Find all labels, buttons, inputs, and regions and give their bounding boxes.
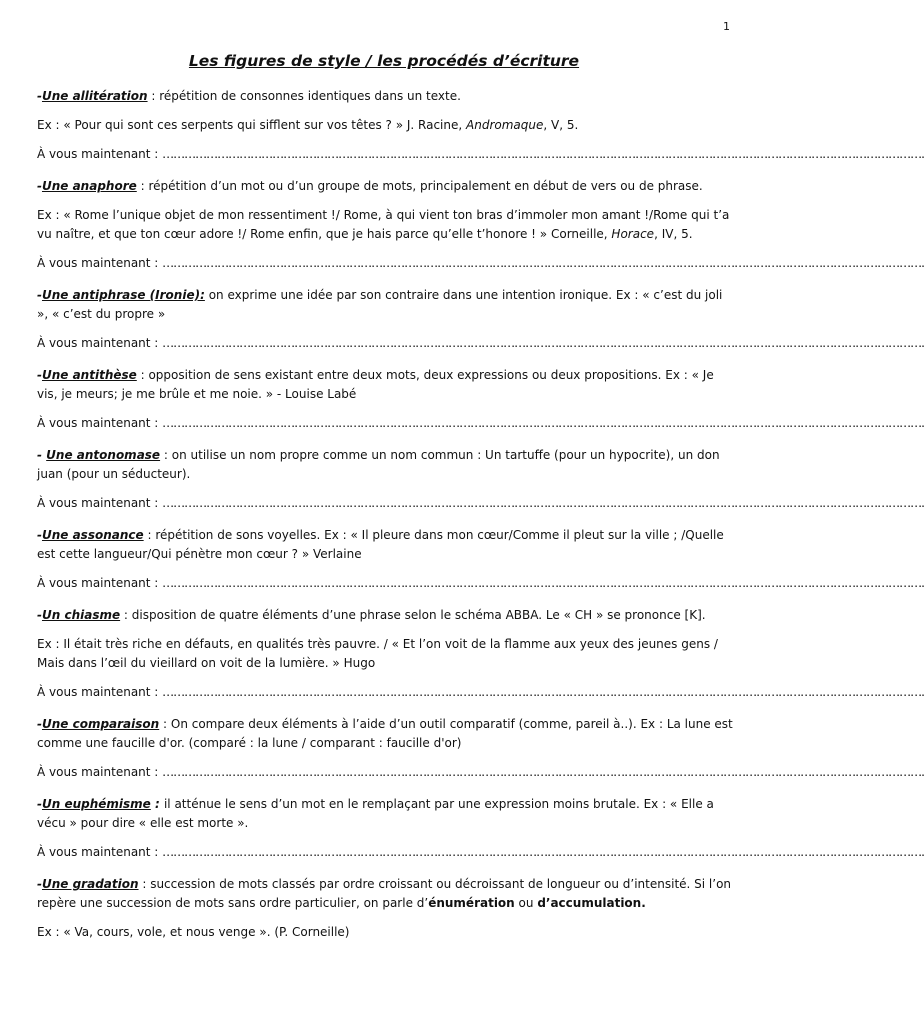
- example-anaphore: [37, 206, 737, 244]
- answer-blank: ……………………………………………………………………………………………………………………………………………………………………………………….: [162, 576, 924, 590]
- practice-label: À vous maintenant :: [37, 765, 163, 779]
- practice-label: À vous maintenant :: [37, 147, 163, 161]
- practice-label: À vous maintenant :: [37, 845, 163, 859]
- term-assonance: Une assonance: [41, 528, 144, 542]
- definition-text: on utilise un nom propre comme un nom commun : Un tartuffe (pour un hypocrite), un don juan (pour un séducteur).: [37, 448, 720, 481]
- definition-text: il atténue le sens d’un mot en le remplaçant par une expression moins brutale. Ex : « Elle a vécu » pour dire « elle est morte ».: [37, 797, 714, 830]
- example-text: Ex : « Pour qui sont ces serpents qui sifflent sur vos têtes ? » J. Racine,: [37, 118, 467, 132]
- dash: -: [37, 448, 47, 462]
- separator: :: [136, 179, 149, 193]
- practice-line: [37, 334, 924, 353]
- definition-anaphore: [37, 177, 737, 196]
- practice-label: À vous maintenant :: [37, 576, 163, 590]
- dash: -: [37, 368, 42, 382]
- practice-line: [37, 254, 924, 273]
- page-title: Les figures de style / les procédés d’écriture: [188, 52, 580, 70]
- dash: -: [37, 89, 42, 103]
- definition-alliteration: [37, 87, 737, 106]
- definition-antonomase: [37, 446, 737, 484]
- example-gradation: Ex : « Va, cours, vole, et nous venge ». (P. Corneille): [37, 925, 350, 939]
- dash: -: [37, 797, 42, 811]
- practice-line: [37, 763, 924, 782]
- separator: :: [147, 89, 160, 103]
- term-euphemisme: Un euphémisme: [41, 797, 151, 811]
- document-body: [37, 87, 924, 952]
- term-antonomase: Une antonomase: [46, 448, 161, 462]
- separator: :: [143, 528, 156, 542]
- answer-blank: ……………………………………………………………………………………………………………………………………………………………………………………….: [162, 256, 924, 270]
- example-ref: , V, 5.: [543, 118, 579, 132]
- answer-blank: ……………………………………………………………………………………………………………………………………………………………………………………….: [162, 845, 924, 859]
- example-alliteration: [37, 116, 737, 135]
- term-alliteration: Une allitération: [41, 89, 148, 103]
- practice-label: À vous maintenant :: [37, 256, 163, 270]
- practice-line: [37, 414, 924, 433]
- dash: -: [37, 608, 42, 622]
- term-comparaison: Une comparaison: [41, 717, 160, 731]
- term-gradation: Une gradation: [41, 877, 139, 891]
- answer-blank: ……………………………………………………………………………………………………………………………………………………………………………………….: [162, 765, 924, 779]
- practice-line: [37, 145, 924, 164]
- answer-blank: ……………………………………………………………………………………………………………………………………………………………………………………….: [162, 147, 924, 161]
- separator: :: [160, 448, 172, 462]
- practice-line: [37, 683, 924, 702]
- dash: -: [37, 528, 42, 542]
- definition-text: répétition d’un mot ou d’un groupe de mots, principalement en début de vers ou de phrase.: [148, 179, 703, 193]
- separator: :: [150, 797, 164, 811]
- keyword-enumeration: énumération: [428, 896, 515, 910]
- dash: -: [37, 179, 42, 193]
- definition-gradation: [37, 875, 737, 913]
- practice-line: [37, 574, 924, 593]
- dash: -: [37, 288, 42, 302]
- answer-blank: ……………………………………………………………………………………………………………………………………………………………………………………….: [162, 336, 924, 350]
- work-title: Horace: [611, 227, 655, 241]
- definition-antiphrase: [37, 286, 737, 324]
- definition-comparaison: [37, 715, 737, 753]
- example-ref: , IV, 5.: [654, 227, 693, 241]
- separator: :: [138, 877, 151, 891]
- definition-chiasme: [37, 606, 737, 625]
- definition-euphemisme: [37, 795, 737, 833]
- connector-text: ou: [514, 896, 538, 910]
- definition-text: opposition de sens existant entre deux mots, deux expressions ou deux propositions. Ex : « Je vis, je meurs; je me brûle et me noie. » - Louise Labé: [37, 368, 714, 401]
- definition-assonance: [37, 526, 737, 564]
- separator: :: [159, 717, 171, 731]
- practice-label: À vous maintenant :: [37, 496, 163, 510]
- definition-text: on exprime une idée par son contraire dans une intention ironique. Ex : « c’est du joli », « c’est du propre »: [37, 288, 723, 321]
- example-chiasme: Ex : Il était très riche en défauts, en qualités très pauvre. / « Et l’on voit de la flamme aux yeux des jeunes gens / Mais dans l’œil du vieillard on voit de la lumière. » Hugo: [37, 637, 718, 670]
- practice-label: À vous maintenant :: [37, 336, 163, 350]
- work-title: Andromaque: [466, 118, 544, 132]
- definition-text: succession de mots classés par ordre croissant ou décroissant de longueur ou d’intensité. Si l’on repère une succession de mots sans ordre particulier, on parle d’: [37, 877, 732, 910]
- term-antiphrase: Une antiphrase (Ironie):: [41, 288, 205, 302]
- page-number: 1: [723, 20, 730, 33]
- term-anaphore: Une anaphore: [41, 179, 137, 193]
- term-antithese: Une antithèse: [41, 368, 137, 382]
- separator: :: [136, 368, 149, 382]
- definition-antithese: [37, 366, 737, 404]
- definition-text: répétition de sons voyelles. Ex : « Il pleure dans mon cœur/Comme il pleut sur la ville ; /Quelle est cette langueur/Qui pénètre mon cœur ? » Verlaine: [37, 528, 724, 561]
- definition-text: répétition de consonnes identiques dans un texte.: [159, 89, 461, 103]
- answer-blank: ……………………………………………………………………………………………………………………………………………………………………………………….: [162, 416, 924, 430]
- practice-line: [37, 843, 924, 862]
- term-chiasme: Un chiasme: [41, 608, 121, 622]
- practice-line: [37, 494, 924, 513]
- separator: :: [120, 608, 132, 622]
- dash: -: [37, 717, 42, 731]
- answer-blank: ……………………………………………………………………………………………………………………………………………………………………………………….: [162, 685, 924, 699]
- definition-text: On compare deux éléments à l’aide d’un outil comparatif (comme, pareil à..). Ex : La lune est comme une faucille d'or. (comparé : la lune / comparant : faucille d'or): [37, 717, 733, 750]
- practice-label: À vous maintenant :: [37, 685, 163, 699]
- practice-label: À vous maintenant :: [37, 416, 163, 430]
- example-text: Ex : « Rome l’unique objet de mon ressentiment !/ Rome, à qui vient ton bras d’immoler mon amant !/Rome qui t’a vu naître, et que ton cœur adore !/ Rome enfin, que je hais parce qu’elle t’honore ! » Corneille,: [37, 208, 730, 241]
- answer-blank: ……………………………………………………………………………………………………………………………………………………………………………………….: [162, 496, 924, 510]
- definition-text: disposition de quatre éléments d’une phrase selon le schéma ABBA. Le « CH » se prononce [K].: [131, 608, 706, 622]
- keyword-accumulation: d’accumulation.: [537, 896, 646, 910]
- dash: -: [37, 877, 42, 891]
